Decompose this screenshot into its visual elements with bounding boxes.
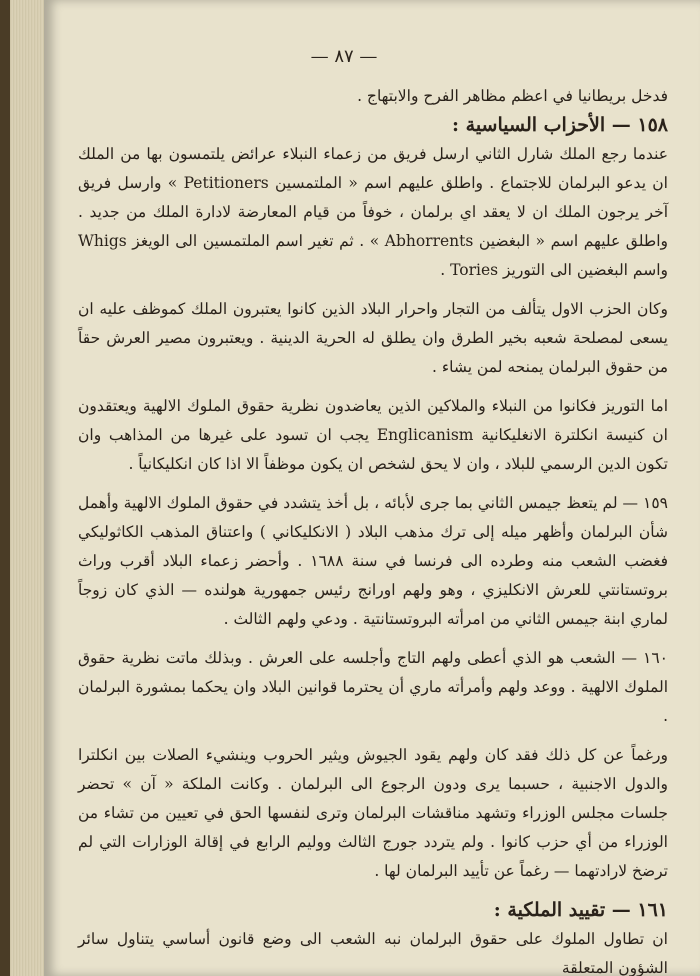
paragraph-tories: اما التوريز فكانوا من النبلاء والملاكين الذين يعاضدون نظرية حقوق الملوك الالهية ويعتقدون ان كنيسة انكلترة الانغليكانية Englicanism يجب ان تسود على غيرها من المذاهب وان تكون الدين الرسمي للبلاد ، وان لا يحق لشخص ان يكون موظفاً الا اذا كان انكليكانياً . <box>78 397 668 473</box>
book-page-edges <box>10 0 44 976</box>
paragraph-william: ورغماً عن كل ذلك فقد كان ولهم يقود الجيوش ويثير الحروب وينشيء الصلات بين انكلترا والدول الاجنبية ، حسبما يرى ودون الرجوع الى البرلمان . وكانت الملكة « آن » تحضر جلسات مجلس الوزراء وتشهد مناقشات البرلمان وترى لنفسها الحق في تعيين من تشاء من الوزراء من أي حزب كانوا . ولم يتردد جورج الثالث ووليم الرابع في إقالة الوزارات التي لم ترضخ لارادتهما — رغماً عن تأييد البرلمان لها . <box>78 746 668 880</box>
page-number: — ٨٧ — <box>310 46 378 67</box>
paragraph-section-161: ان تطاول الملوك على حقوق البرلمان نبه الشعب الى وضع قانون أساسي يتناول سائر الشؤون المتعلقة <box>78 930 668 976</box>
section-161-title: ١٦١ — تقييد الملكية : <box>493 899 668 921</box>
paragraph-section-160: ١٦٠ — الشعب هو الذي أعطى ولهم التاج وأجلسه على العرش . وبذلك ماتت نظرية حقوق الملوك الالهية . ووعد ولهم وأمرأته ماري أن يحترما قوانين البلاد وان يحكما بمشورة البرلمان . <box>78 649 668 725</box>
section-158-title: ١٥٨ — الأحزاب السياسية : <box>452 114 668 136</box>
page-body <box>78 82 668 976</box>
paragraph-section-159: ١٥٩ — لم يتعظ جيمس الثاني بما جرى لأبائه ، بل أخذ يتشدد في حقوق الملوك الالهية وأهمل شأن البرلمان وأظهر ميله إلى ترك مذهب البلاد ( الانكليكاني ) واعتناق المذهب الكاثوليكي فغضب الشعب منه وطرده الى فرنسا في سنة ١٦٨٨ . وأحضر زعماء البلاد أقرب وراث بروتستانتي للعرش الانكليزي ، وهو ولهم اورانج رئيس جمهورية هولنده — الذي كان زوجاً لماري ابنة جيمس الثاني من امرأته البروتستانتية . ودعي ولهم الثالث . <box>78 494 668 628</box>
paragraph-whigs: وكان الحزب الاول يتألف من التجار واحرار البلاد الذين كانوا يعتبرون الملك كموظف عليه ان يسعى لمصلحة شعبه بخير الطرق وان يطلق له الحرية الدينية . ويعتبرون مصير العرش حقاً من حقوق البرلمان يمنحه لمن يشاء . <box>78 300 668 376</box>
book-page <box>44 0 700 976</box>
line-0: فدخل بريطانيا في اعظم مظاهر الفرح والابتهاج . <box>357 87 668 105</box>
paragraph-petitioners: عندما رجع الملك شارل الثاني ارسل فريق من زعماء النبلاء عرائض يلتمسون بها من الملك ان يدعو البرلمان للاجتماع . واطلق عليهم اسم « الملتمسين Petitioners » وارسل فريق آخر يرجون الملك ان لا يعقد اي برلمان ، خوفاً من قيام المعارضة لادارة الملك من جديد . واطلق عليهم اسم « البغضين Abhorrents » . ثم تغير اسم الملتمسين الى الويغز Whigs واسم البغضين الى التوريز Tories . <box>78 145 668 279</box>
